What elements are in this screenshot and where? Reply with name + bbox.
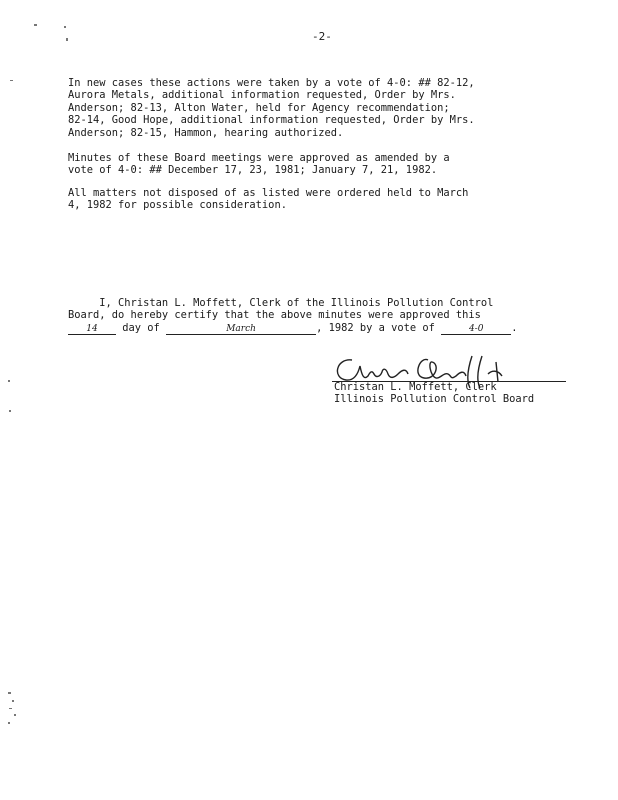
vote-blank: 4-0 [441,324,511,335]
paragraph-matters-held: All matters not disposed of as listed were ordered held to March 4, 1982 for possible consideration. [68,187,469,212]
scan-speck [66,38,68,41]
scan-speck [14,714,16,716]
scan-speck [34,24,37,26]
signature-block [332,352,572,412]
scan-speck [8,722,10,724]
scan-speck [64,26,66,28]
paragraph-minutes-approved: Minutes of these Board meetings were approved as amended by a vote of 4-0: ## December 17, 23, 1981; January 7, 21, 1982. [68,152,450,177]
signatory-name: Christan L. Moffett, Clerk [334,381,497,393]
month-blank: March [166,324,316,335]
certification-end: . [511,321,518,334]
day-of-text: day of [122,321,160,334]
certification-line-3 [68,322,568,335]
certification-line-1 [68,297,568,309]
scan-speck [12,700,14,702]
scan-speck [8,380,10,382]
scan-speck [9,708,12,709]
scan-speck [8,692,11,694]
year-text: , 1982 by a vote of [316,321,435,334]
signatory-title: Illinois Pollution Control Board [334,393,535,405]
scan-speck [10,80,13,81]
certification-line-1-text: I, Christan L. Moffett, Clerk of the Illinois Pollution Control [99,297,494,309]
page-number: -2- [312,30,332,43]
day-blank: 14 [68,324,116,335]
clerk-certification [68,297,568,335]
scan-speck [9,410,11,412]
paragraph-new-cases: In new cases these actions were taken by a vote of 4-0: ## 82-12, Aurora Metals, additional information requested, Order by Mrs. Anderson; 82-13, Alton Water, held for Agency recommendation; 82-14, Good Hope, additional information requested, Order by Mrs. Anderson; 82-15, Hammon, hearing authorized. [68,77,475,139]
certification-line-2: Board, do hereby certify that the above minutes were approved this [68,309,481,322]
